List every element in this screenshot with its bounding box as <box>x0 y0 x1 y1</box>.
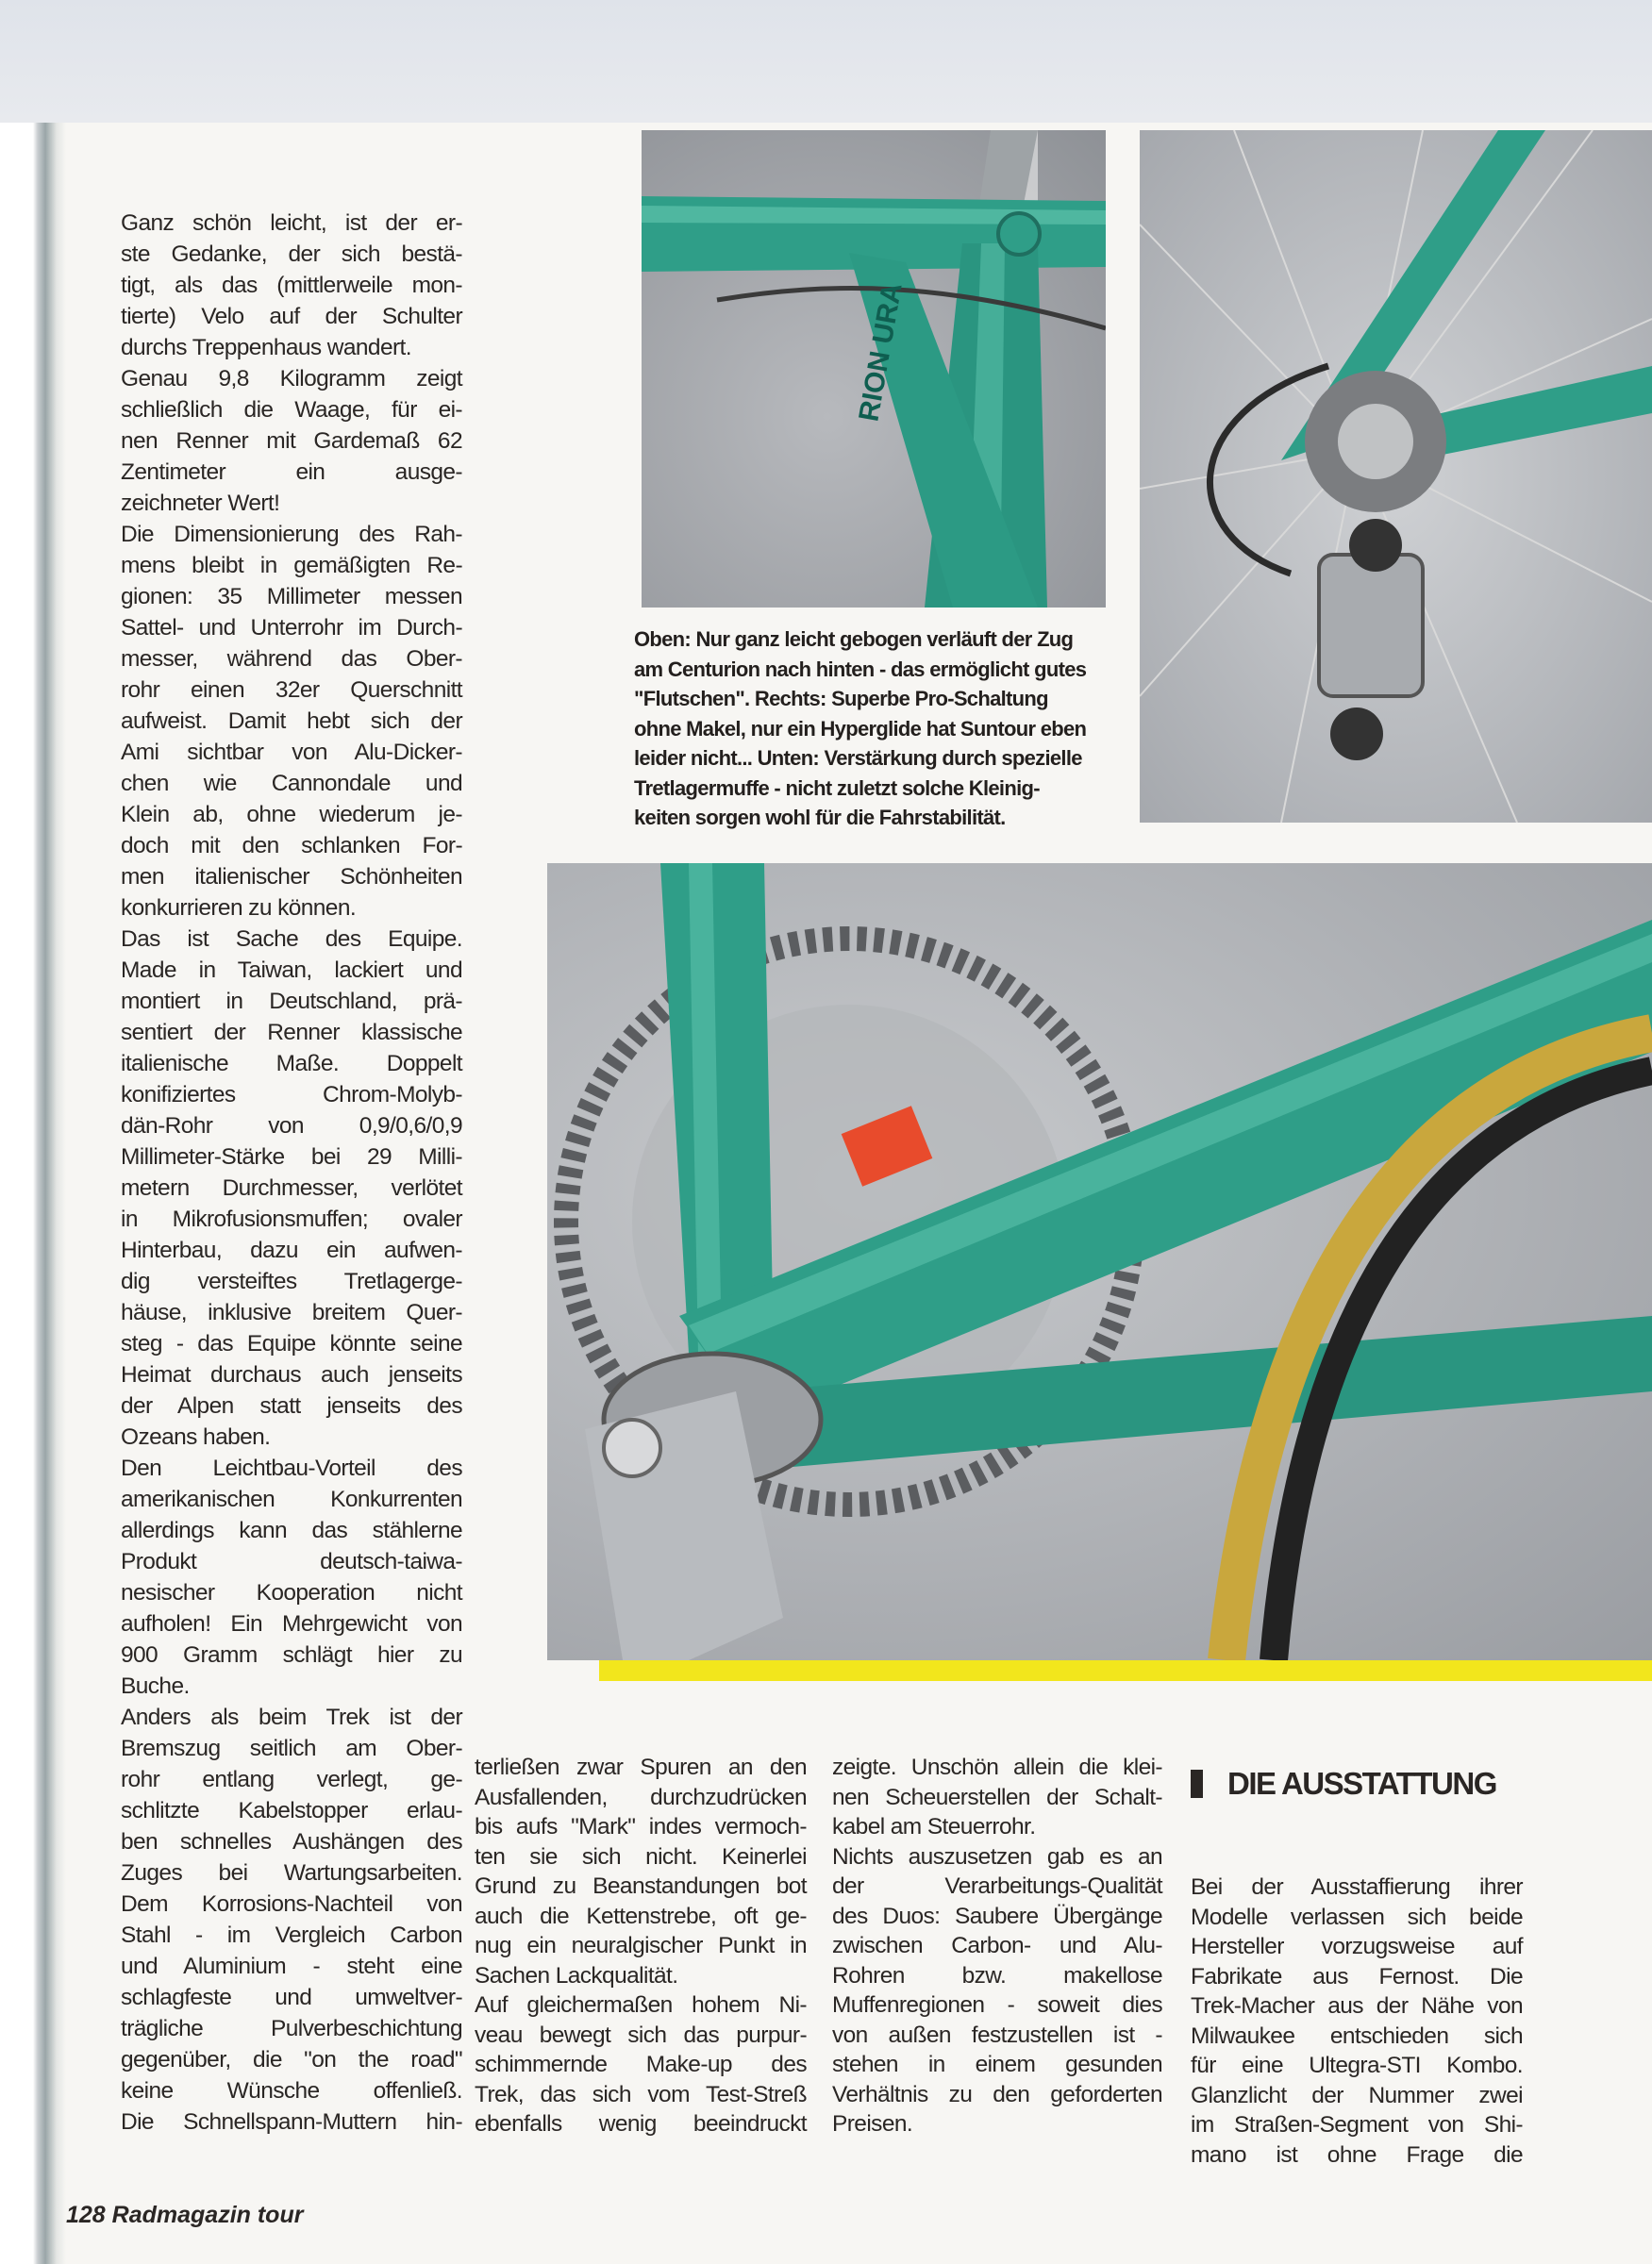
text-line: Buche. <box>121 1673 190 1699</box>
bottom-bracket-photo <box>547 863 1652 1660</box>
text-line: Stahl - im Vergleich Carbon <box>121 1923 462 1948</box>
text-line: Sachen Lackqualität. <box>475 1962 678 1989</box>
text-line: schimmernde Make-up des <box>475 2052 807 2077</box>
text-line: auch die Kettenstrebe, oft ge- <box>475 1903 807 1929</box>
paragraph <box>121 519 462 924</box>
paragraph <box>121 363 462 519</box>
text-line: Made in Taiwan, lackiert und <box>121 957 462 983</box>
text-line: mano ist ohne Frage die <box>1191 2141 1523 2168</box>
text-line: dän-Rohr von 0,9/0,6/0,9 <box>121 1113 462 1139</box>
frame-top-tube-cable-photo <box>642 130 1106 608</box>
text-line: trägliche Pulverbeschichtung <box>121 2016 462 2041</box>
text-line: allerdings kann das stählerne <box>121 1518 462 1543</box>
text-column-1 <box>121 208 462 2138</box>
text-line: Fabrikate aus Fernost. Die <box>1191 1963 1523 1989</box>
text-line: des Duos: Saubere Übergänge <box>832 1903 1162 1929</box>
text-line: der Verarbeitungs-Qualität <box>832 1873 1162 1899</box>
text-line: Das ist Sache des Equipe. <box>121 926 462 952</box>
text-line: kabel am Steuerrohr. <box>832 1814 1036 1840</box>
text-column-2 <box>475 1753 807 2139</box>
bottom-bracket-illustration <box>547 863 1652 1660</box>
paragraph <box>121 1453 462 1702</box>
text-column-3 <box>832 1753 1162 2139</box>
text-line: ste Gedanke, der sich bestä- <box>121 241 462 267</box>
text-line: in Mikrofusionsmuffen; ovaler <box>121 1207 462 1232</box>
text-line: konkurrieren zu können. <box>121 895 357 921</box>
page-spine-shadow <box>0 123 66 2264</box>
tube-lettering: RION URA <box>853 280 909 424</box>
text-line: Milwaukee entschieden sich <box>1191 2023 1523 2049</box>
paragraph <box>121 208 462 363</box>
paragraph <box>1191 1873 1523 2170</box>
text-line: doch mit den schlanken For- <box>121 833 462 858</box>
text-line: montiert in Deutschland, prä- <box>121 989 462 1014</box>
text-line: italienische Maße. Doppelt <box>121 1051 462 1076</box>
text-line: messer, während das Ober- <box>121 646 462 672</box>
text-line: aufholen! Ein Mehrgewicht von <box>121 1611 462 1637</box>
section-heading <box>1191 1766 1496 1802</box>
text-line: durchs Treppenhaus wandert. <box>121 335 411 360</box>
text-line: zeichneter Wert! <box>121 491 280 516</box>
text-line: Zentimeter ein ausge- <box>121 459 462 485</box>
text-line: Den Leichtbau-Vorteil des <box>121 1456 462 1481</box>
text-line: Produkt deutsch-taiwa- <box>121 1549 462 1574</box>
caption-line: leider nicht... Unten: Verstärkung durch spezielle <box>634 746 1082 770</box>
text-line: Die Dimensionierung des Rah- <box>121 522 462 547</box>
text-line: Sattel- und Unterrohr im Durch- <box>121 615 462 641</box>
text-line: zwischen Carbon- und Alu- <box>832 1933 1162 1958</box>
caption-line: Oben: Nur ganz leicht gebogen verläuft der Zug <box>634 627 1074 651</box>
text-line: rohr einen 32er Querschnitt <box>121 677 462 703</box>
text-line: gionen: 35 Millimeter messen <box>121 584 462 609</box>
text-line: schließlich die Waage, für ei- <box>121 397 462 423</box>
text-line: der Alpen statt jenseits des <box>121 1393 462 1419</box>
text-line: Trek-Macher aus der Nähe von <box>1191 1993 1523 2019</box>
text-line: ben schnelles Aushängen des <box>121 1829 462 1855</box>
caption-line: "Flutschen". Rechts: Superbe Pro-Schaltung <box>634 687 1048 710</box>
text-line: tierte) Velo auf der Schulter <box>121 304 462 329</box>
text-line: Bremszug seitlich am Ober- <box>121 1736 462 1761</box>
caption-line: ohne Makel, nur ein Hyperglide hat Suntour eben <box>634 716 1087 741</box>
paragraph <box>475 1753 807 1990</box>
text-line: Glanzlicht der Nummer zwei <box>1191 2082 1523 2108</box>
text-line: men italienischer Schönheiten <box>121 864 462 890</box>
photo-caption <box>634 624 1125 833</box>
text-line: Ganz schön leicht, ist der er- <box>121 210 462 236</box>
text-line: Bei der Ausstaffierung ihrer <box>1191 1874 1523 1900</box>
text-line: Trek, das sich vom Test-Streß <box>475 2081 807 2107</box>
text-line: Ozeans haben. <box>121 1424 271 1450</box>
text-line: nen Renner mit Gardemaß 62 <box>121 428 462 454</box>
text-line: gegenüber, die "on the road" <box>121 2047 462 2073</box>
yellow-rule <box>599 1660 1652 1681</box>
text-line: Anders als beim Trek ist der <box>121 1705 462 1730</box>
text-line: terließen zwar Spuren an den <box>475 1755 807 1780</box>
text-line: chen wie Cannondale und <box>121 771 462 796</box>
text-line: Heimat durchaus auch jenseits <box>121 1362 462 1388</box>
text-line: veau bewegt sich das purpur- <box>475 2022 807 2048</box>
text-line: Millimeter-Stärke bei 29 Milli- <box>121 1144 462 1170</box>
rear-derailleur-photo <box>1140 130 1652 823</box>
text-line: Rohren bzw. makellose <box>832 1962 1162 1989</box>
text-line: Preisen. <box>832 2111 913 2137</box>
text-line: und Aluminium - steht eine <box>121 1954 462 1979</box>
text-line: amerikanischen Konkurrenten <box>121 1487 462 1512</box>
text-line: Auf gleichermaßen hohem Ni- <box>475 1992 807 2018</box>
text-line: nug ein neuralgischer Punkt in <box>475 1933 807 1958</box>
text-column-4 <box>1191 1873 1523 2170</box>
heading-bar-icon <box>1191 1770 1203 1798</box>
text-line: nesischer Kooperation nicht <box>121 1580 462 1606</box>
paragraph <box>475 1990 807 2139</box>
text-line: bis aufs "Mark" indes vermoch- <box>475 1814 807 1840</box>
text-line: Muffenregionen - soweit dies <box>832 1992 1162 2018</box>
text-line: stehen in einem gesunden <box>832 2052 1162 2077</box>
text-line: Ausfallenden, durchzudrücken <box>475 1784 807 1810</box>
caption-line: am Centurion nach hinten - das ermöglicht gutes <box>634 657 1087 681</box>
section-heading-text: DIE AUSSTATTUNG <box>1227 1766 1496 1801</box>
text-line: Verhältnis zu den geforderten <box>832 2081 1162 2107</box>
text-line: Die Schnellspann-Muttern hin- <box>121 2109 462 2135</box>
text-line: 900 Gramm schlägt hier zu <box>121 1642 462 1668</box>
text-line: ebenfalls wenig beeindruckt <box>475 2111 807 2137</box>
page-footer: 128 Radmagazin tour <box>66 2202 304 2228</box>
text-line: steg - das Equipe könnte seine <box>121 1331 462 1357</box>
text-line: Hinterbau, dazu ein aufwen- <box>121 1238 462 1263</box>
text-line: aufweist. Damit hebt sich der <box>121 708 462 734</box>
text-line: metern Durchmesser, verlötet <box>121 1175 462 1201</box>
caption-line: keiten sorgen wohl für die Fahrstabilität. <box>634 806 1006 829</box>
text-line: Ami sichtbar von Alu-Dicker- <box>121 740 462 765</box>
text-line: im Straßen-Segment von Shi- <box>1191 2112 1523 2138</box>
text-line: konifiziertes Chrom-Molyb- <box>121 1082 462 1107</box>
text-line: Hersteller vorzugsweise auf <box>1191 1934 1523 1959</box>
scan-background <box>0 0 1652 123</box>
caption-line: Tretlagermuffe - nicht zuletzt solche Kleinig- <box>634 775 1040 800</box>
text-line: ten sie sich nicht. Keinerlei <box>475 1843 807 1870</box>
text-line: Grund zu Beanstandungen bot <box>475 1873 807 1899</box>
text-line: rohr entlang verlegt, ge- <box>121 1767 462 1792</box>
rear-wheel-illustration <box>1140 130 1652 823</box>
text-line: Zuges bei Wartungsarbeiten. <box>121 1860 462 1886</box>
paragraph <box>832 1753 1162 1842</box>
text-line: nen Scheuerstellen der Schalt- <box>832 1784 1162 1810</box>
paragraph <box>121 924 462 1453</box>
text-line: für eine Ultegra-STI Kombo. <box>1191 2053 1523 2078</box>
paragraph <box>121 1702 462 2138</box>
text-line: mens bleibt in gemäßigten Re- <box>121 553 462 578</box>
text-line: Modelle verlassen sich beide <box>1191 1904 1523 1930</box>
text-line: Klein ab, ohne wiederum je- <box>121 802 462 827</box>
text-line: Dem Korrosions-Nachteil von <box>121 1891 462 1917</box>
text-line: häuse, inklusive breitem Quer- <box>121 1300 462 1325</box>
text-line: schlagfeste und umweltver- <box>121 1985 462 2010</box>
bike-frame-illustration <box>642 130 1106 608</box>
text-line: keine Wünsche offenließ. <box>121 2078 462 2104</box>
text-line: dig versteiftes Tretlagerge- <box>121 1269 462 1294</box>
text-line: Nichts auszusetzen gab es an <box>832 1843 1162 1870</box>
text-line: schlitzte Kabelstopper erlau- <box>121 1798 462 1823</box>
text-line: Genau 9,8 Kilogramm zeigt <box>121 366 462 391</box>
paragraph <box>832 1842 1162 2139</box>
text-line: von außen festzustellen ist - <box>832 2022 1162 2048</box>
text-line: zeigte. Unschön allein die klei- <box>832 1755 1162 1780</box>
text-line: sentiert der Renner klassische <box>121 1020 462 1045</box>
text-line: tigt, als das (mittlerweile mon- <box>121 273 462 298</box>
